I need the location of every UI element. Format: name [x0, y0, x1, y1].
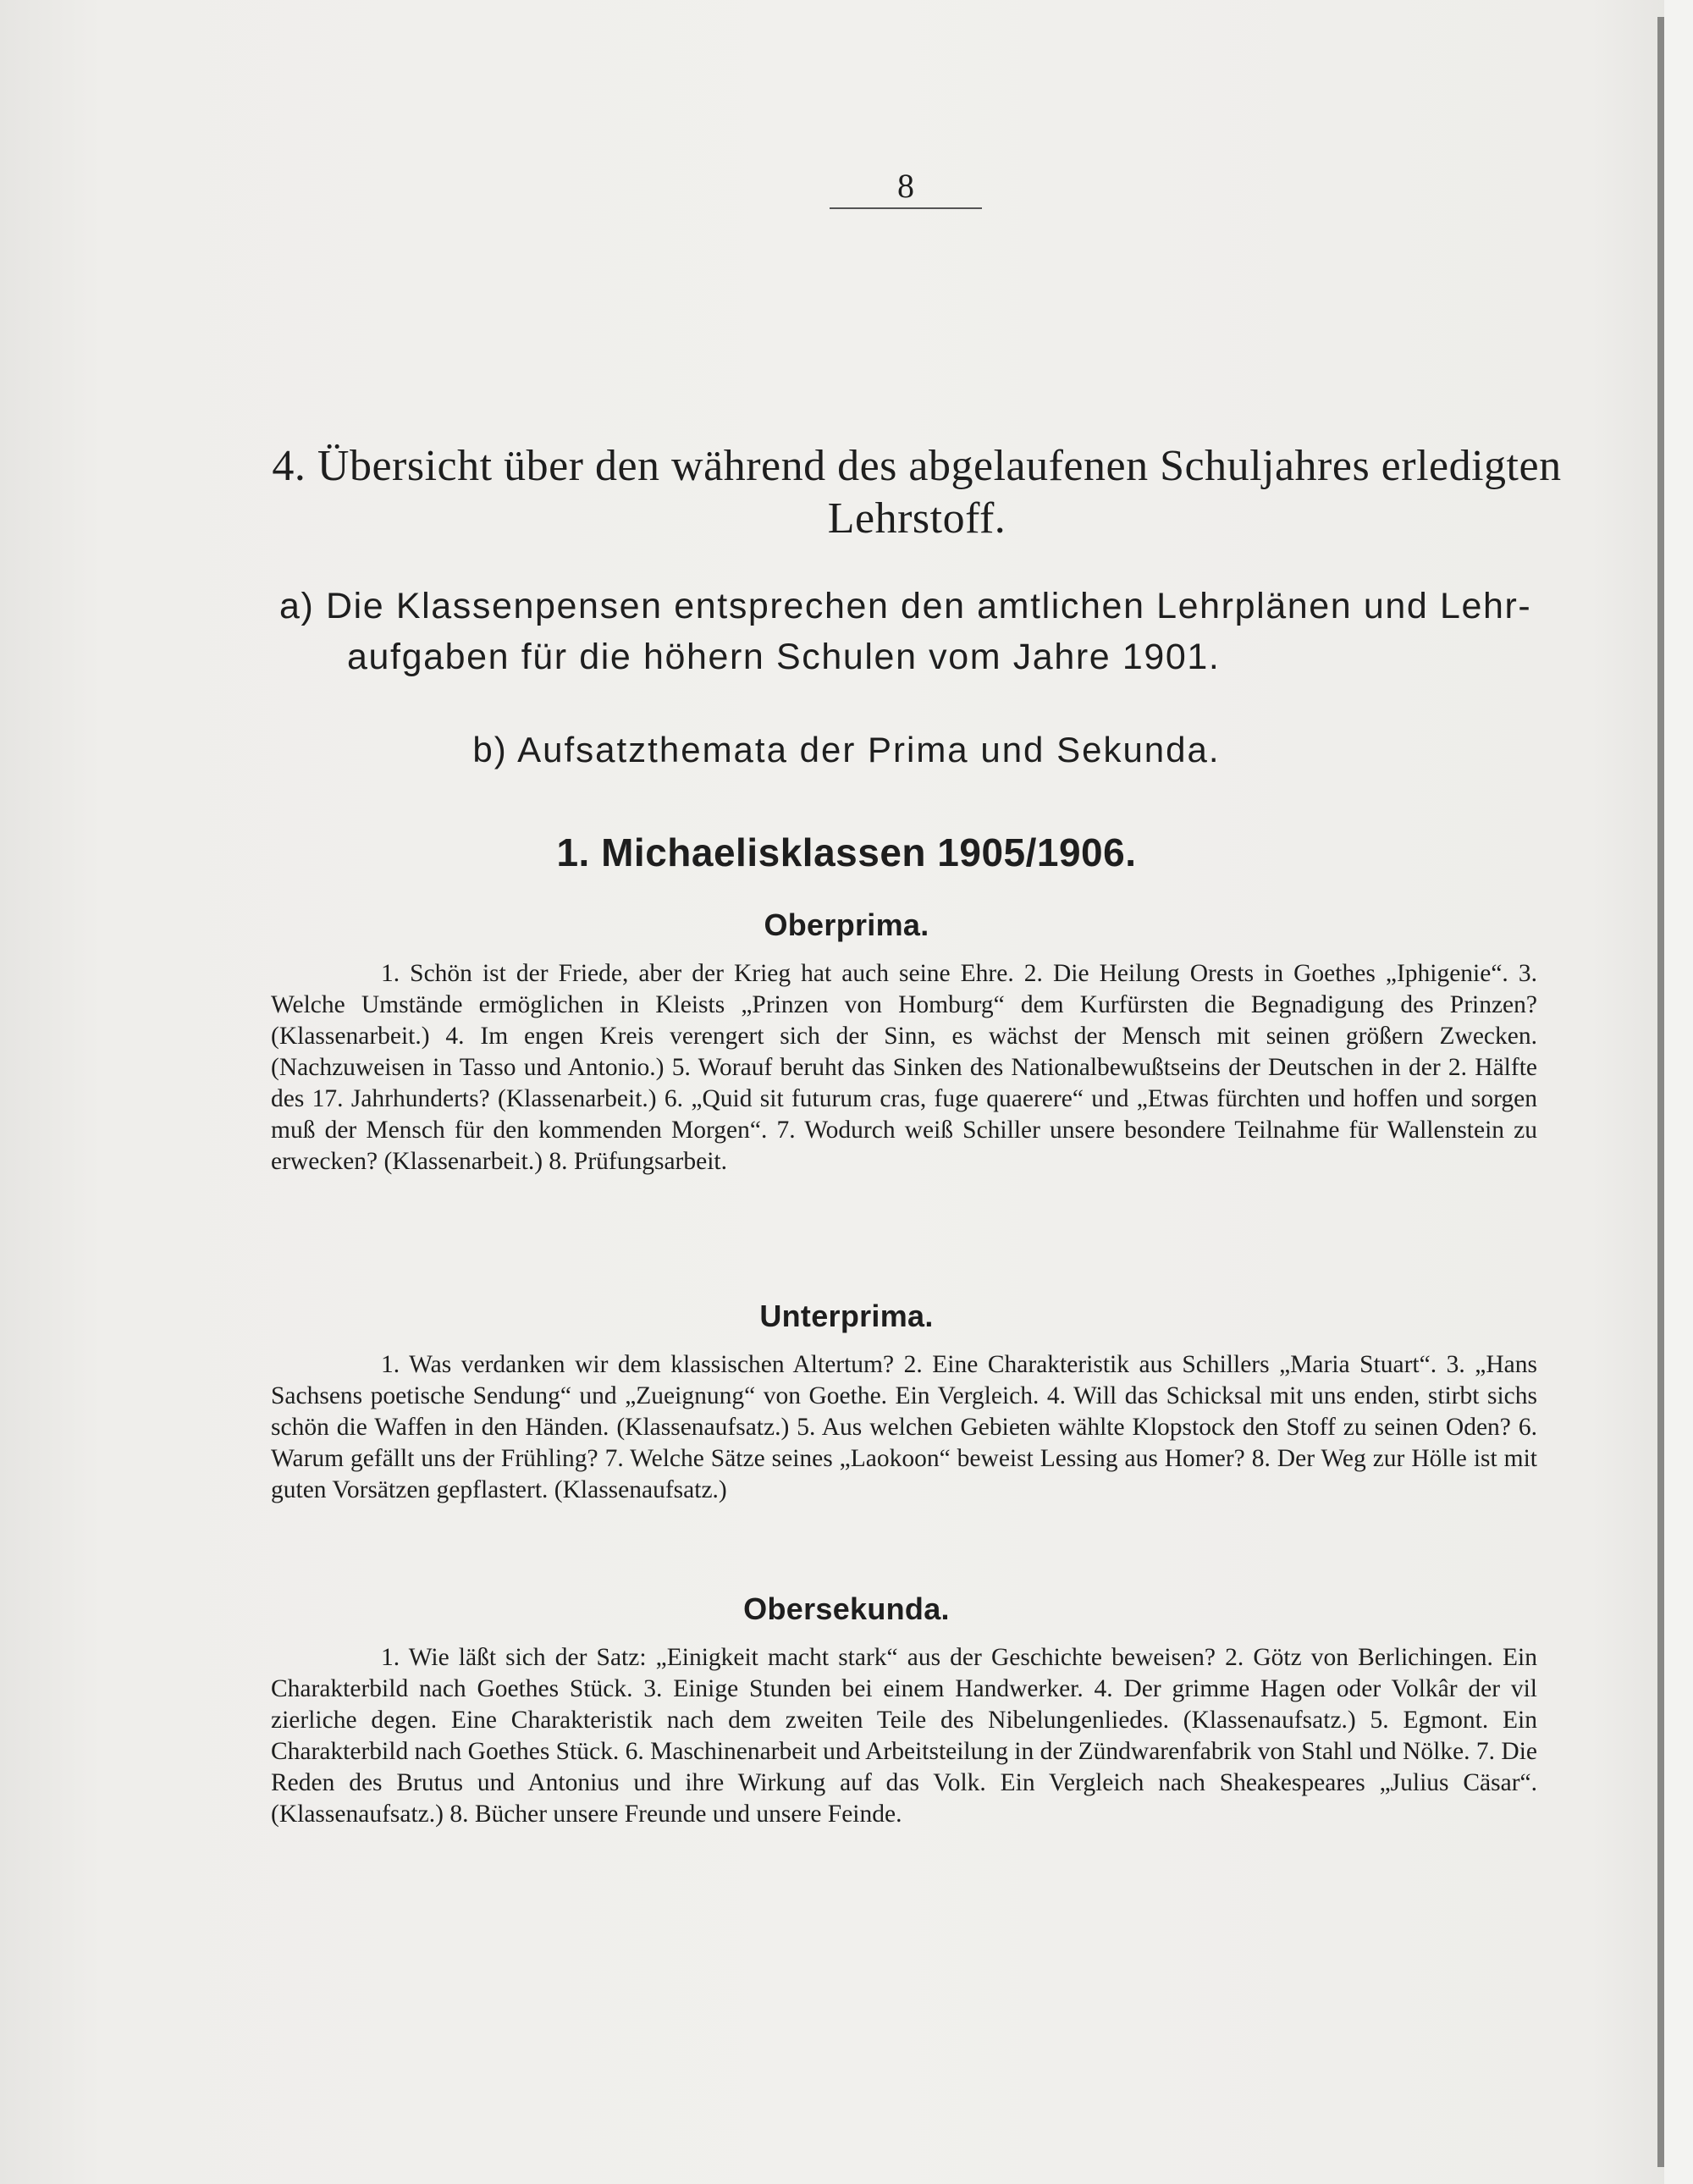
paragraph-a-line1: a) Die Klassenpensen entsprechen den amtlichen Lehrplänen und Lehr-: [279, 586, 1532, 626]
obersekunda-text: 1. Wie läßt sich der Satz: „Einigkeit macht stark“ aus der Geschichte beweisen? 2. Götz von Berlichingen. Ein Charakterbild nach Goethes Stück. 3. Einige Stunden bei einem Handwerker. 4. Der grimme Hagen oder Volkâr der vil zierliche degen. Eine Charakteristik nach dem zweiten Teile des Nibelungenliedes. (Klassenaufsatz.) 5. Egmont. Ein Charakterbild nach Goethes Stück. 6. Maschinenarbeit und Arbeitsteilung in der Zündwarenfabrik von Stahl und Nölke. 7. Die Reden des Brutus und Antonius und ihre Wirkung auf das Volk. Ein Vergleich nach Sheakespeares „Julius Cäsar“. (Klassenaufsatz.) 8. Bücher unsere Freunde und unsere Feinde.: [271, 1644, 1537, 1828]
page-number: 8: [897, 167, 914, 205]
page-number-rule: [830, 207, 982, 209]
unterprima-text: 1. Was verdanken wir dem klassischen Altertum? 2. Eine Charakteristik aus Schillers „Maria Stuart“. 3. „Hans Sachsens poetische Sendung“ und „Zueignung“ von Goethe. Ein Vergleich. 4. Will das Schicksal mit uns enden, stirbt sichs schön die Waffen in den Händen. (Klassenaufsatz.) 5. Aus welchen Gebieten wählte Klopstock den Stoff zu seinen Oden? 6. Warum gefällt uns der Frühling? 7. Welche Sätze seines „Laokoon“ beweist Lessing aus Homer? 8. Der Weg zur Hölle ist mit guten Vorsätzen gepflastert. (Klassenaufsatz.): [271, 1351, 1537, 1503]
michaelisklassen-heading: 1. Michaelisklassen 1905/1906.: [556, 830, 1137, 874]
page-margin: [1664, 0, 1693, 2184]
oberprima-text: 1. Schön ist der Friede, aber der Krieg hat auch seine Ehre. 2. Die Heilung Orests in Goethes „Iphigenie“. 3. Welche Umstände ermöglichen in Kleists „Prinzen von Homburg“ dem Kurfürsten die Begnadigung des Prinzen? (Klassenarbeit.) 4. Im engen Kreis verengert sich der Sinn, es wächst der Mensch mit seinen größern Zwecken. (Nachzuweisen in Tasso und Antonio.) 5. Worauf beruht das Sinken des Nationalbewußtseins der Deutschen in der 2. Hälfte des 17. Jahrhunderts? (Klassenarbeit.) 6. „Quid sit futurum cras, fuge quaerere“ und „Etwas fürchten und hoffen und sorgen muß der Mensch für den kommenden Morgen“. 7. Wodurch weiß Schiller unsere besondere Teilnahme für Wallenstein zu erwecken? (Klassenarbeit.) 8. Prüfungsarbeit.: [271, 960, 1537, 1175]
section-title: 4. Übersicht über den während des abgelaufenen Schuljahres erledigten Lehrstoff.: [272, 442, 1562, 543]
paragraph-a-line2: aufgaben für die höhern Schulen vom Jahre 1901.: [347, 637, 1221, 677]
paragraph-a: [279, 581, 1549, 682]
page-edge-shadow: [1657, 17, 1664, 2167]
unterprima-heading: Unterprima.: [759, 1299, 934, 1333]
obersekunda-heading: Obersekunda.: [743, 1591, 950, 1626]
paragraph-b-heading: b) Aufsatzthemata der Prima und Sekunda.: [472, 730, 1221, 769]
oberprima-heading: Oberprima.: [764, 907, 929, 942]
